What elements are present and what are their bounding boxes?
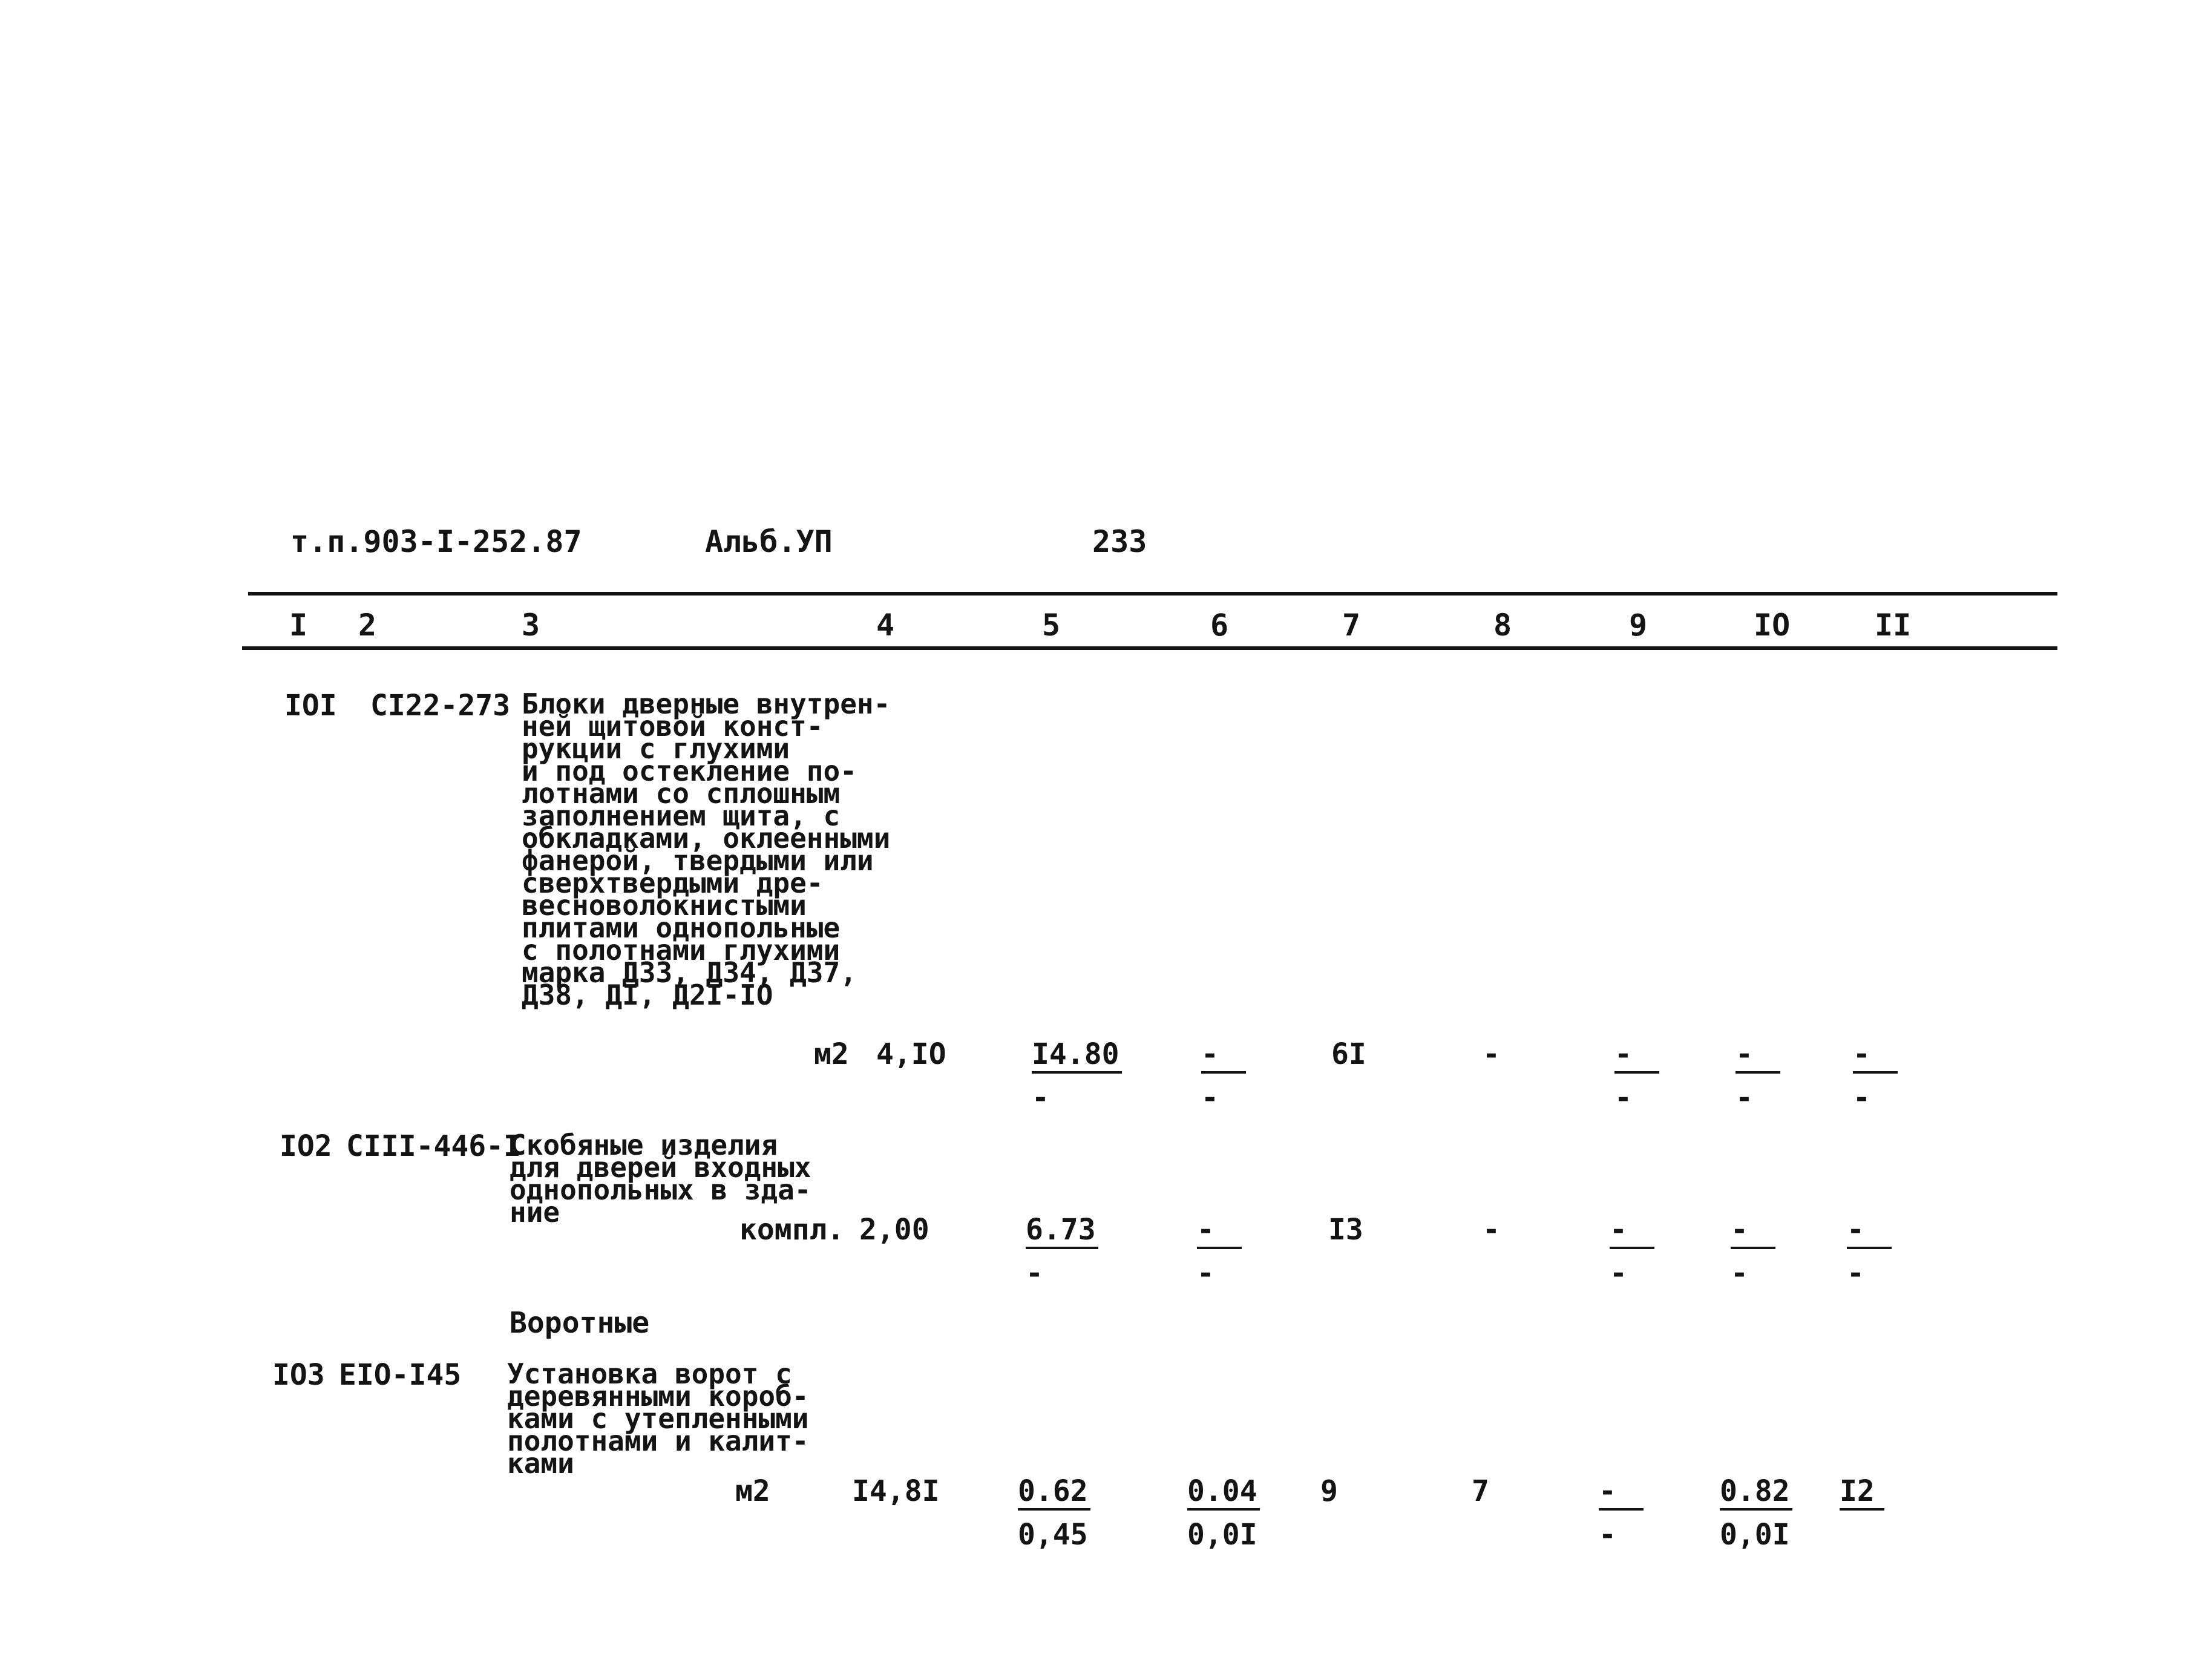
col8-value: 7 xyxy=(1472,1474,1489,1508)
col10-value xyxy=(1720,1474,1792,1552)
column-header: 2 xyxy=(358,608,377,643)
column-header: II xyxy=(1875,608,1912,643)
column-header: 5 xyxy=(1042,608,1061,643)
row-unit: компл. xyxy=(739,1213,845,1247)
column-header: 3 xyxy=(522,608,540,643)
row-number: IO3 xyxy=(272,1358,325,1392)
col10-bottom: 0,0I xyxy=(1720,1518,1790,1552)
row-quantity: I4,8I xyxy=(852,1474,940,1508)
column-header: 6 xyxy=(1210,608,1229,643)
col10-top: - xyxy=(1731,1215,1775,1249)
col10-top: 0.82 xyxy=(1720,1477,1792,1511)
col9-bottom: - xyxy=(1610,1256,1627,1290)
col5-bottom: - xyxy=(1032,1081,1049,1115)
column-header: I xyxy=(289,608,308,643)
row-code: СI22-273 xyxy=(370,689,511,723)
col9-bottom: - xyxy=(1599,1518,1616,1552)
row-description: Установка ворот с деревянными короб- ками с утепленными полотнами и калит- ками xyxy=(507,1357,809,1480)
col11-top: I2 xyxy=(1840,1477,1884,1511)
row-unit: м2 xyxy=(735,1474,770,1508)
col9-value xyxy=(1610,1215,1654,1288)
row-number: IOI xyxy=(284,689,337,723)
col7-value: 6I xyxy=(1331,1037,1366,1071)
col9-top: - xyxy=(1599,1477,1644,1511)
col11-bottom: - xyxy=(1847,1256,1864,1290)
row-quantity: 2,00 xyxy=(859,1213,929,1247)
col8-value: - xyxy=(1483,1037,1500,1071)
col10-value xyxy=(1735,1037,1780,1115)
column-header: 8 xyxy=(1493,608,1512,643)
col9-top: - xyxy=(1610,1215,1654,1249)
col9-value xyxy=(1614,1037,1659,1115)
col11-value xyxy=(1853,1037,1898,1115)
col6-top: - xyxy=(1201,1040,1246,1074)
col6-value xyxy=(1201,1037,1246,1115)
col5-top: 0.62 xyxy=(1018,1477,1090,1511)
row-quantity: 4,IO xyxy=(876,1037,946,1071)
col5-bottom: 0,45 xyxy=(1018,1518,1088,1552)
col6-top: - xyxy=(1197,1215,1242,1249)
column-header: 9 xyxy=(1629,608,1648,643)
col9-top: - xyxy=(1614,1040,1659,1074)
row-code: EIO-I45 xyxy=(339,1358,462,1392)
row-description: Блоки дверные внутрен- ней щитовой конст- рукции с глухими и под остекление по- лотнами со сплошным заполнением щита, с обкладками, оклеенными фанерой, твердыми или сверхтвердыми дре- весноволокнистыми плитами однопольные с полотнами глухими марка Д33, Д34, Д37, Д38, ДI, Д2I-IO xyxy=(522,687,891,1011)
row-code: СIII-446-I xyxy=(346,1129,521,1163)
col11-top: - xyxy=(1853,1040,1898,1074)
column-header: 4 xyxy=(876,608,895,643)
row-number: IO2 xyxy=(280,1129,332,1163)
col7-value: 9 xyxy=(1320,1474,1338,1508)
col6-bottom: - xyxy=(1201,1081,1219,1115)
col10-top: - xyxy=(1735,1040,1780,1074)
row-description: Скобяные изделия для дверей входных однопольных в зда- ние xyxy=(510,1129,811,1229)
col6-bottom: 0,0I xyxy=(1187,1518,1257,1552)
col11-value xyxy=(1840,1474,1884,1520)
column-header: 7 xyxy=(1342,608,1361,643)
section-heading: Воротные xyxy=(510,1306,650,1340)
col10-bottom: - xyxy=(1735,1081,1753,1115)
col6-value xyxy=(1187,1474,1260,1552)
column-header: IO xyxy=(1754,608,1791,643)
table-top-rule xyxy=(248,592,2057,596)
col11-bottom: - xyxy=(1853,1081,1870,1115)
col5-top: I4.80 xyxy=(1032,1040,1122,1074)
col6-bottom: - xyxy=(1197,1256,1214,1290)
col10-value xyxy=(1731,1215,1775,1288)
album-label: Альб.УП xyxy=(705,524,833,559)
page-number: 233 xyxy=(1092,524,1147,559)
col6-top: 0.04 xyxy=(1187,1477,1260,1511)
col5-top: 6.73 xyxy=(1026,1215,1098,1249)
col5-value xyxy=(1018,1474,1090,1552)
col7-value: I3 xyxy=(1328,1213,1363,1247)
col5-value xyxy=(1026,1215,1098,1288)
col11-value xyxy=(1847,1215,1892,1288)
col5-bottom: - xyxy=(1026,1256,1043,1290)
table-header-rule xyxy=(242,646,2057,650)
col9-bottom: - xyxy=(1614,1081,1632,1115)
col5-value xyxy=(1032,1037,1122,1115)
col9-value xyxy=(1599,1474,1644,1552)
col6-value xyxy=(1197,1215,1242,1288)
row-unit: м2 xyxy=(814,1037,849,1071)
col11-top: - xyxy=(1847,1215,1892,1249)
col8-value: - xyxy=(1483,1213,1500,1247)
col10-bottom: - xyxy=(1731,1256,1748,1290)
doc-code: т.п.903-I-252.87 xyxy=(290,524,582,559)
